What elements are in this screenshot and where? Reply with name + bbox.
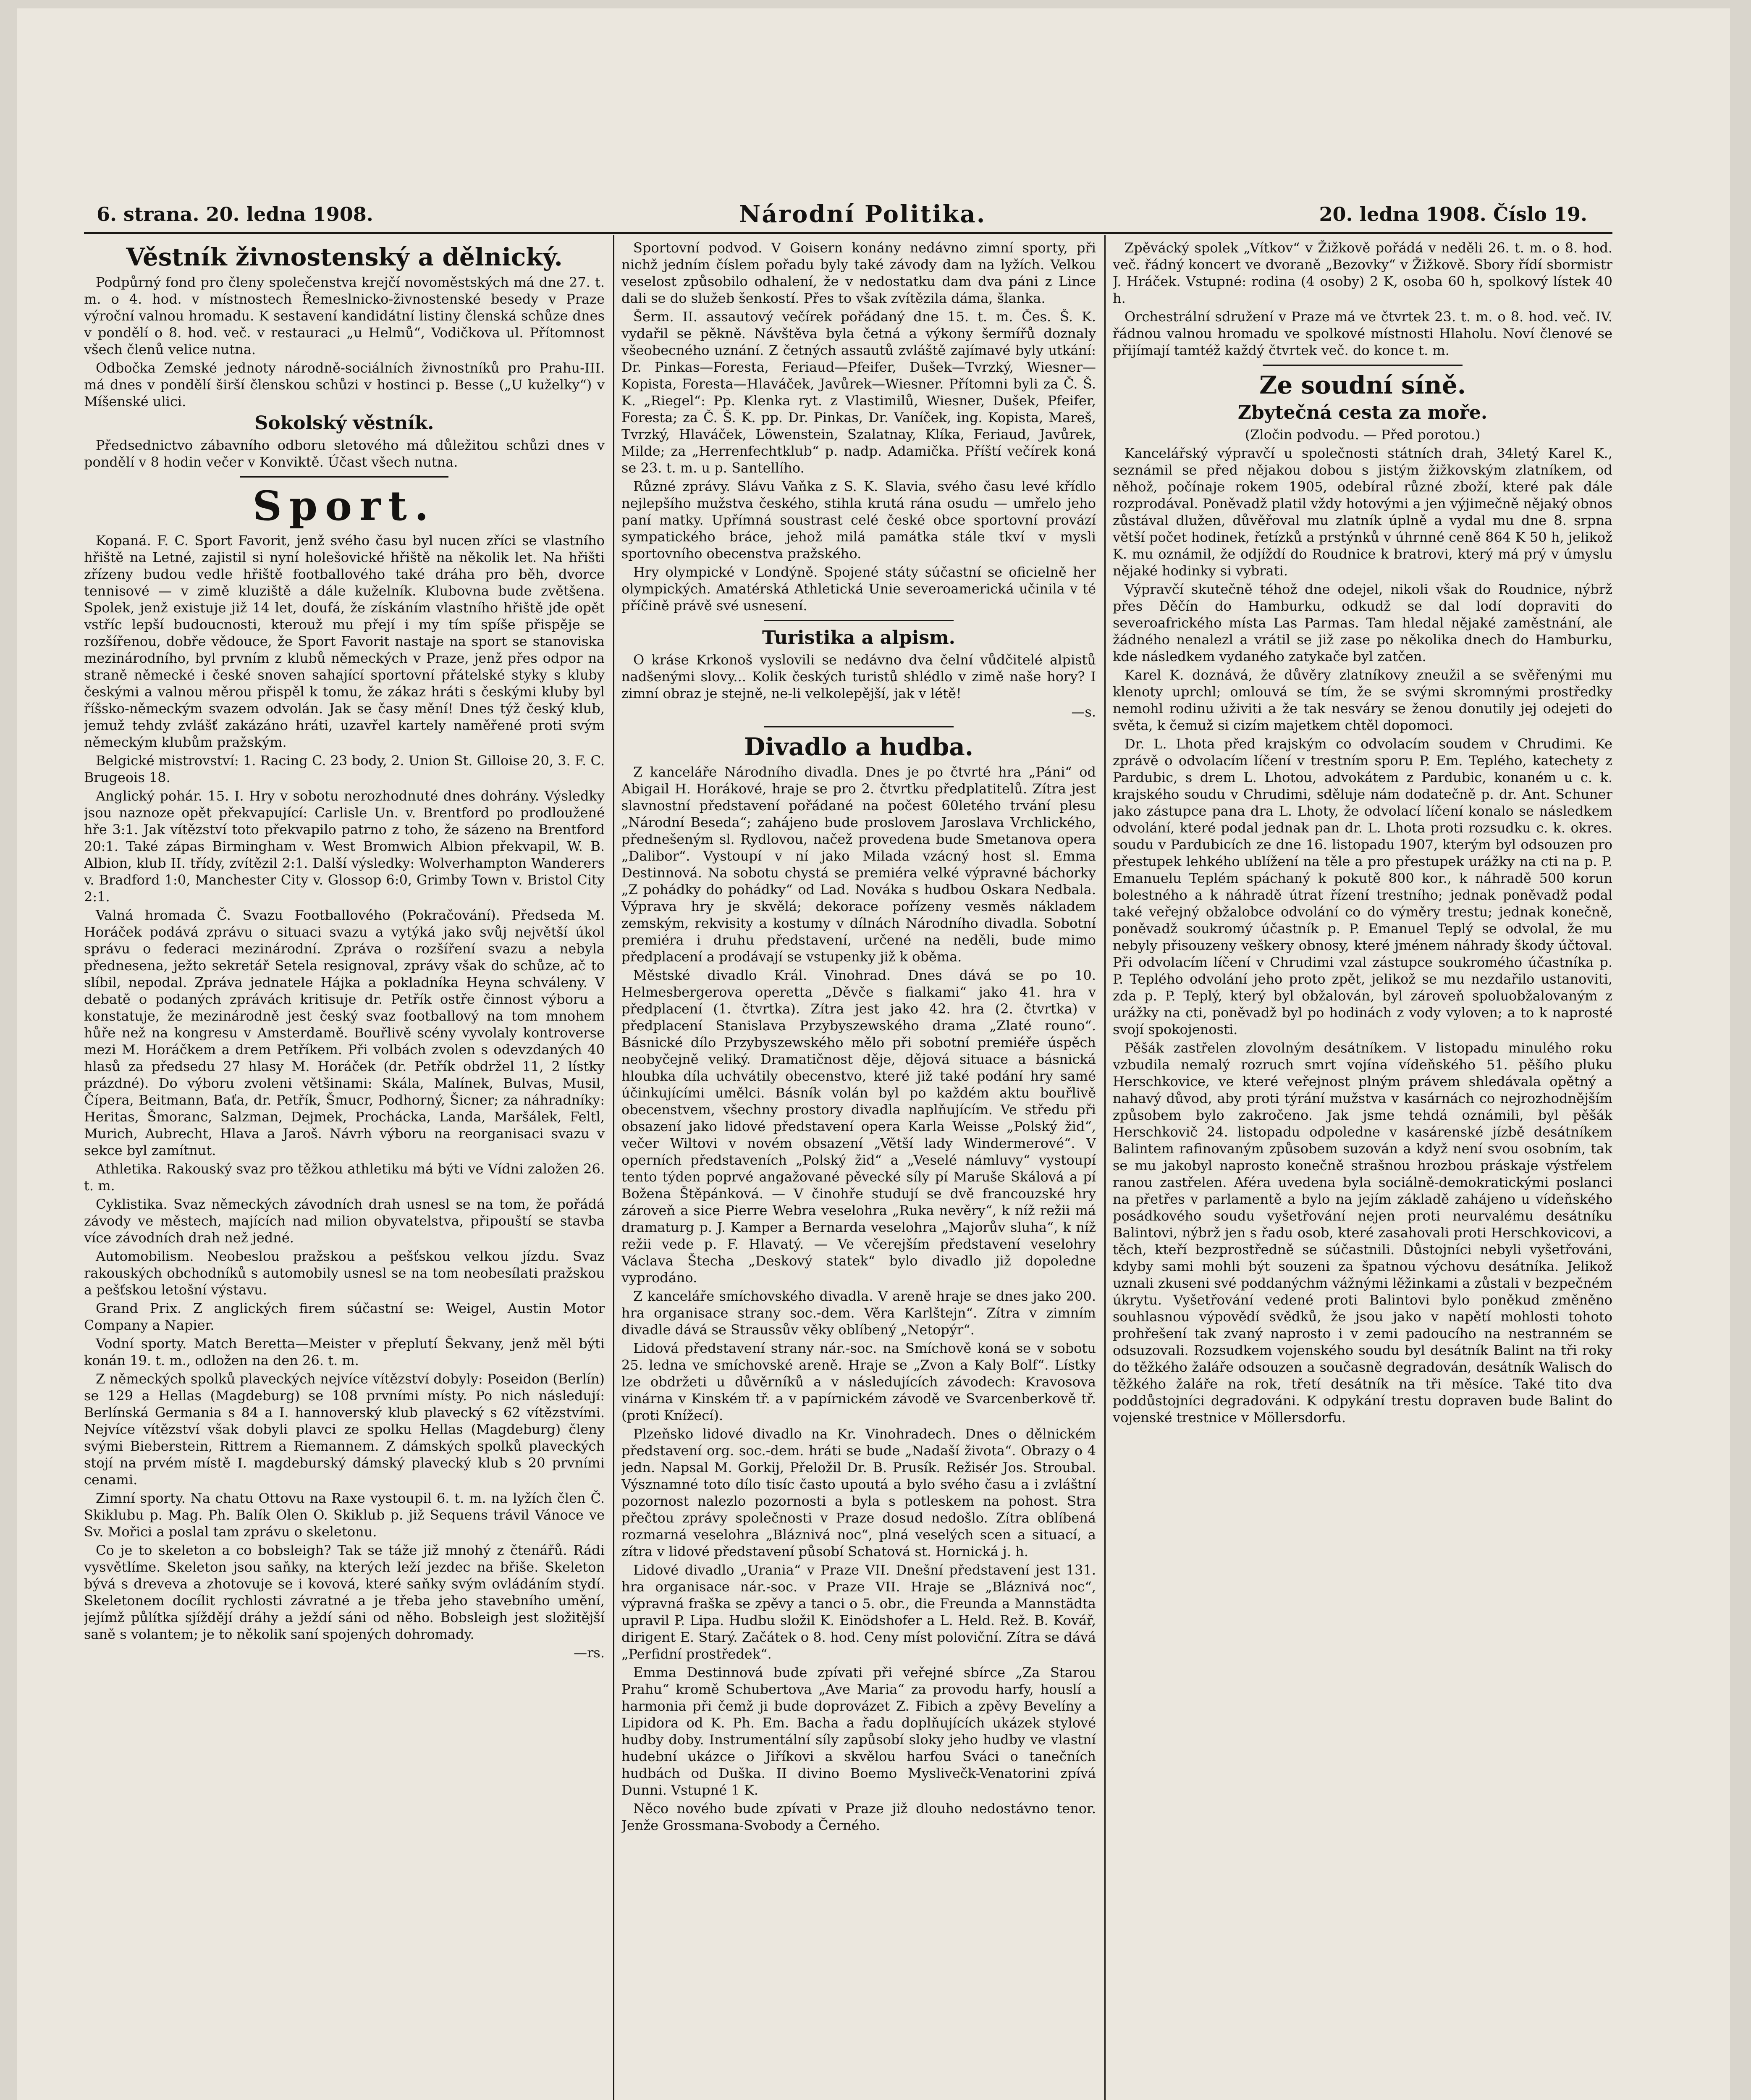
article-paragraph: Anglický pohár. 15. I. Hry v sobotu nerozhodnuté dnes dohrány. Výsledky jsou naznoze opět překvapující: Carlisle Un. v. Brentford po prodloužené hře 3:1. Jak vítězství toto překvapilo patrno z toho, že sázeno na Brentford 20:1. Také zápas Birmingham v. West Bromwich Albion překvapil, W. B. Albion, klub II. třídy, zvítězil 2:1. Další výsledky: Wolverhampton Wanderers v. Bradford 1:0, Manchester City v. Glossop 6:0, Grimby Town v. Bristol City 2:1.: [84, 788, 605, 905]
column-divider-1: [613, 235, 614, 2100]
article-paragraph: Valná hromada Č. Svazu Footballového (Pokračování). Předseda M. Horáček podává zprávu o situaci svazu a vytýká jako svůj největší úkol správu o federaci mezinárodní. Zpráva o rozšíření svazu a nebyla přednesena, ježto sekretář Setela resignoval, zprávy však do schůze, ač to slíbil, nepodal. Zpráva jednatele Hájka a pokladníka Heyna schváleny. V debatě o podaných zprávách kritisuje dr. Petřík ostře činnost výboru a konstatuje, že mezinárodně jest český svaz footballový na tom mnohem hůře než na kongresu v Amsterdamě. Bouřlivě scény vyvolaly kontroverse mezi M. Horáčkem a drem Petříkem. Při volbách zvolen s odevzdaných 40 hlasů za předsedu 27 hlasy M. Horáček (dr. Petřík obdržel 11, 2 lístky prázdné). Do výboru zvoleni většinami: Skála, Malínek, Bulvas, Musil, Čípera, Beitmann, Baťa, dr. Petřík, Šmucr, Podhorný, Šicner; za náhradníky: Heritas, Šmoranc, Salzman, Dejmek, Prochácka, Landa, Maršálek, Feltl, Murich, Aubrecht, Hlava a Jaroš. Návrh výboru na reorganisaci svazu v sekce byl zamítnut.: [84, 907, 605, 1158]
article-paragraph: Pěšák zastřelen zlovolným desátníkem. V listopadu minulého roku vzbudila nemalý rozruch smrt vojína vídeňského 51. pěšího pluku Herschkovice, ve které veřejnost plným právem shledávala opětný a nahavý důvod, aby proti týrání mužstva v kasárnách co nejrozhodnějším způsobem bylo zakročeno. Jak jsme tehdá oznámili, byl pěšák Herschkovič 24. listopadu odpoledne v kasárenské jízbě desátníkem Balintem rafinovaným způsobem suzován a když není svou osobním, tak se mu jakobyl naprosto konečně strašnou hrozbou práskaje výstřelem ranou zastřelen. Aféra uvedena byla sociálně-demokratickými poslanci na přetřes v parlamentě a bylo na jejím základě zahájeno u vídeňského posádkového soudu vyšetřování nejen proti neurvalému desátníku Balintovi, nýbrž jen s řadu osob, které zasahovali proti Herschkovicovi, a těch, kteří bezprostředně se súčastnili. Důstojníci nebyli vyšetřováni, kdyby sami mohli být souzeni za špatnou výchovu desátníka. Jelikož uznali zkuseni své poddanýchm vážnými lěžinkami a zůstali v bezpečném úkrytu. Vyšetřování vedené proti Balintovi bylo poněkud změněno souhlasnou výpovědí svědků, že jsou jako v napětí mohlosti tohoto prohřešení tak zvaný naprosto i v zemi padoucího na nestranném se odsuzovali. Rozsudkem vojenského soudu byl desátník Balint na tři roky do těžkého žaláře odsouzen a současně degradován, desátník Walisch do těžkého žaláře na rok, třetí desátník na tři měsíce. Také tito dva poddůstojníci degradováni. K odpykání trestu dopraven bude Balint do vojenské trestnice v Möllersdorfu.: [1113, 1040, 1612, 1425]
article-paragraph: Dr. L. Lhota před krajským co odvolacím soudem v Chrudimi. Ke zprávě o odvolacím líčení v trestním sporu P. Em. Teplého, katechety z Pardubic, s drem L. Lhotou, advokátem z Pardubic, konaném u c. k. krajského soudu v Chrudimi, sděluje nám dodatečně p. dr. Ant. Schuner jako zástupce pana dra L. Lhoty, že odvolací líčení konalo se následkem odvolání, které podal jednak pan dr. L. Lhota proti rozsudku c. k. okres. soudu v Pardubicích ze dne 16. listopadu 1907, kterým byl odsouzen pro přestupek lehkého ublížení na těle a pro přestupek urážky na cti na p. P. Emanuelu Teplém spáchaný k pokutě 800 kor., k náhradě 500 korun bolestného a k náhradě útrat řízení trestního; jednak poněvadž podal také veřejný obžalobce odvolání co do výměry trestu; jednak konečně, poněvadž soukromý účastník p. P. Emanuel Teplý se odvolal, že mu nebyly přisouzeny veškery obnosy, které jménem náhrady škody účtoval. Při odvolacím líčení v Chrudimi vzal zástupce soukromého účastníka p. P. Teplého odvolání jeho proto zpět, jelikož se mu nezdařilo ustanoviti, zda p. P. Teplý, který byl obžalován, byl zároveň spoluobžalovaným z urážky na cti, poněvadž byl po hodinách z vody vyloven; a to k naprosté svojí spokojenosti.: [1113, 736, 1612, 1037]
article-paragraph: Sportovní podvod. V Goisern konány nedávno zimní sporty, při nichž jedním číslem pořadu byly také závody dam na lyžích. Velkou veselost způsobilo odhalení, že v nedostatku dam dva páni z Lince dali se do služeb šenkostí. Přes to však zvítězila dáma, šlanka.: [621, 240, 1096, 306]
section-heading-trade: Věstník živnostenský a dělnický.: [126, 243, 563, 271]
article-paragraph: Automobilism. Neobeslou pražskou a pešťskou velkou jízdu. Svaz rakouských obchodníků s automobily usnesl se na tom neobesílati pražskou a pešťskou letošní výstavu.: [84, 1248, 605, 1298]
article-paragraph: Emma Destinnová bude zpívati při veřejné sbírce „Za Starou Prahu“ kromě Schubertova „Ave Maria“ za provodu harfy, houslí a harmonia při čemž ji bude doprovázet Z. Fibich a zpěvy Bevelíny a Lipidora od K. Ph. Em. Bacha a řadu doplňujících ukázek stylové hudby doby. Instrumentální síly zapůsobí sloky jeho hudby ve vlastní hudební ukázce o Jiříkovi a skvělou harfou Sváci o tanečních hudbách od Duška. II divino Boemo Myslivečk-Venatorini zpívá Dunni. Vstupné 1 K.: [621, 1664, 1096, 1798]
article-paragraph: Různé zprávy. Slávu Vaňka z S. K. Slavia, svého času levé křídlo nejlepšího mužstva českého, stihla krutá rána osudu — umřelo jeho paní matky. Upřímná soustrast celé české obce sportovní provází sympatického bráce, jehož milá památka stále tkví v mysli sportovního obecenstva pražského.: [621, 478, 1096, 562]
section-separator: [240, 476, 448, 478]
article-paragraph: Z kanceláře smíchovského divadla. V areně hraje se dnes jako 200. hra organisace strany soc.-dem. Věra Karlštejn“. Zítra v zimním divadle dává se Straussův věky oblíbený „Netopýr“.: [621, 1288, 1096, 1338]
article-paragraph: Odbočka Zemské jednoty národně-sociálních živnostníků pro Prahu-III. má dnes v pondělí širší členskou schůzi v hostinci p. Besse („U kuželky“) v Míšenské ulici.: [84, 360, 605, 410]
article-paragraph: O kráse Krkonoš vyslovili se nedávno dva čelní vůdčitelé alpistů nadšenými slovy... Kolik českých turistů shlédlo v zimě naše hory? I zimní obraz je stejně, ne-li velkolepější, jak v létě!: [621, 652, 1096, 701]
article-paragraph: Předsednictvo zábavního odboru sletového má důležitou schůzi dnes v pondělí v 8 hodin večer v Konviktě. Účast všech nutna.: [84, 437, 605, 470]
article-paragraph: Grand Prix. Z anglických firem súčastní se: Weigel, Austin Motor Company a Napier.: [84, 1300, 605, 1333]
header-left-date: 6. strana. 20. ledna 1908.: [97, 203, 373, 226]
column-1: [84, 239, 605, 2100]
article-signature: —rs.: [574, 1645, 605, 1661]
section-heading-tourism: Turistika a alpism.: [762, 627, 955, 648]
section-heading-sokol: Sokolský věstník.: [254, 412, 434, 434]
column-divider-2: [1104, 235, 1106, 2100]
header-rule: [84, 232, 1612, 234]
article-paragraph: Belgické mistrovství: 1. Racing C. 23 body, 2. Union St. Gilloise 20, 3. F. C. Brugeois 18.: [84, 753, 605, 785]
page-header: [84, 197, 1596, 231]
article-paragraph: Kancelářský výpravčí u společnosti státních drah, 34letý Karel K., seznámil se před nějakou dobou s jistým žižkovským zlatníkem, od něhož, počínaje rokem 1905, odebíral různé zboží, které pak dále rozprodával. Poněvadž platil vždy hotovými a jen výjimečně nějaký obnos zůstával dlužen, důvěřoval mu zlatník úplně a vydal mu dne 8. srpna větší počet hodinek, řetízků a prstýnků v úhrnné ceně 864 K 50 h, jelikož K. mu oznámil, že odjíždí do Roudnice k bratrovi, který má prý v úmyslu nějaké hodinky si vybrati.: [1113, 445, 1612, 579]
article-paragraph: Výpravčí skutečně téhož dne odejel, nikoli však do Roudnice, nýbrž přes Děčín do Hamburku, odkudž se dal lodí dopraviti do severoafrického místa Las Parmas. Tam hledal nějaké zaměstnání, ale žádného nenalezl a vrátil se již zase po několika dnech do Hamburku, kde následkem vydaného zatykače byl zatčen.: [1113, 581, 1612, 664]
header-right-issue: 20. ledna 1908. Číslo 19.: [1319, 203, 1587, 226]
newspaper-title: Národní Politika.: [739, 200, 986, 228]
section-separator: [764, 726, 954, 727]
article-paragraph: Městské divadlo Král. Vinohrad. Dnes dává se po 10. Helmesbergerova operetta „Děvče s fialkami“ jako 41. hra v předplacení (1. čtvrtka). Zítra jest jako 42. hra (2. čtvrtka) v předplacení Stanislava Przybyszewského drama „Zlaté rouno“. Básnické dílo Przybyszewského mělo při sobotní premiéře úspěch neobyčejně veliký. Dramatičnost děje, dějová situace a básnická hloubka díla uchvátily obecenstvo, které již také podání hry samé účinkujícími umělci. Básník volán byl po každém aktu bouřlivě obecenstvem, všechny prostory divadla naplňujícím. Ve středu při obsazení jako lidové představení opera Karla Weisse „Polský žid“, večer Wiltovi v novém obsazení „Větší lady Windermerové“. V operních představeních „Polský žid“ a „Veselé námluvy“ vystoupí tento týden poprvé angažované pěvecké síly pí Maruše Skálová a pí Božena Štěpánková. — V činohře studují se dvě francouzské hry zároveň a sice Pierre Webra veselohra „Ruka nevěry“, k níž režii má dramaturg p. J. Kamper a Bernarda veselohra „Majorův sluha“, k níž režii vede p. F. Hlavatý. — Ve včerejším představení veselohry Václava Štecha „Deskový statek“ bylo divadlo již dopoledne vyprodáno.: [621, 967, 1096, 1286]
article-paragraph: Co je to skeleton a co bobsleigh? Tak se táže již mnohý z čtenářů. Rádi vysvětlíme. Skeleton jsou saňky, na kterých leží jezdec na břiše. Skeleton bývá s dreveva a zhotovuje se i kovová, které saňky svým ovládáním stydí. Skeletonem docílit rychlosti závratné a je třeba jeho stavebního umění, jejímž půlítka sjíždějí dráhy a ježdí sáni od něho. Bobsleigh jest složitější saně s volantem; je to několik saní spojených dohromady.: [84, 1542, 605, 1642]
section-heading-sport: Sport.: [252, 482, 436, 530]
section-heading-court: Ze soudní síně.: [1259, 371, 1466, 399]
article-paragraph: Vodní sporty. Match Beretta—Meister v přeplutí Šekvany, jenž měl býti konán 19. t. m., odložen na den 26. t. m.: [84, 1336, 605, 1368]
article-paragraph: Kopaná. F. C. Sport Favorit, jenž svého času byl nucen zříci se vlastního hřiště na Letné, zajistil si nyní holešovické hřiště na několik let. Na hřišti zřízeny budou vedle hřiště footballového také dráha pro běh, dvorce tennisové — v zimě kluziště a dále kuželník. Klubovna bude zvětšena. Spolek, jenž existuje již 14 let, doufá, že získáním vlastního hřiště jde opět vstříc lepší budoucnosti, kterouž mu přejí i my tím spíše přispěje se rozšířenou, dobře vědouce, že Sport Favorit nastaje na sport se stanoviska mezinárodního, byl prvním z klubů německých v Praze, jenž přes odpor na straně německé i české snoven sahající sportovní přátelské styky s kluby českými a valnou měrou přispěl k tomu, že zákaz hráti s českými kluby byl říšsko-německým svazem odvolán. Jak se časy mění! Dnes týž český klub, jemuž tehdy zvlášť zakázáno hráti, uzavřel kartely naměřené proti svým německým klubům pražským.: [84, 533, 605, 750]
section-separator: [1263, 365, 1463, 366]
article-paragraph: Lidové divadlo „Urania“ v Praze VII. Dnešní představení jest 131. hra organisace nár.-soc. v Praze VII. Hraje se „Bláznivá noc“, výpravná fraška se zpěvy a tanci o 5. obr., die Freunda a Mannstädta upravil P. Lipa. Hudbu složil K. Einödshofer a L. Held. Rež. B. Kovář, dirigent E. Starý. Začátek o 8. hod. Ceny míst poloviční. Zítra se dává „Perfidní prostředek“.: [621, 1562, 1096, 1662]
column-2: [621, 239, 1096, 2100]
article-subheading: (Zločin podvodu. — Před porotou.): [1245, 427, 1481, 443]
article-paragraph: Zimní sporty. Na chatu Ottovu na Raxe vystoupil 6. t. m. na lyžích člen Č. Skiklubu p. Mag. Ph. Balík Olen O. Skiklub p. již Sequens trávil Vánoce ve Sv. Mořici a poslal tam zprávu o skeletonu.: [84, 1490, 605, 1540]
article-paragraph: Athletika. Rakouský svaz pro těžkou athletiku má býti ve Vídni založen 26. t. m.: [84, 1161, 605, 1194]
article-paragraph: Hry olympické v Londýně. Spojené státy súčastní se oficielně her olympických. Amatérská Athletická Unie severoamerická učinila v té příčině právě své usnesení.: [621, 564, 1096, 614]
article-signature: —s.: [1071, 704, 1096, 720]
column-3: [1113, 239, 1612, 2100]
newspaper-page: [17, 8, 1730, 2100]
article-headline: Zbytečná cesta za moře.: [1237, 402, 1488, 423]
article-paragraph: Plzeňsko lidové divadlo na Kr. Vinohradech. Dnes o dělnickém představení org. soc.-dem. hráti se bude „Nadaší života“. Obrazy o 4 jedn. Napsal M. Gorkij, Přeložil Dr. B. Prusík. Režisér Jos. Stroubal. Výsznamné toto dílo tisíc často upoutá a bylo svého času a i zvláštní pozornost nalezlo pozornosti a byla s potleskem na pohost. Stra přečtou zprávy společnosti v Praze dosud nedošlo. Zítra oblíbená rozmarná veselohra „Bláznivá noc“, plná veselých scen a situací, a zítra v lidové představení působí Schatová st. Hornická j. h.: [621, 1426, 1096, 1559]
article-paragraph: Zpěvácký spolek „Vítkov“ v Žižkově pořádá v neděli 26. t. m. o 8. hod. več. řádný koncert ve dvoraně „Bezovky“ v Žižkově. Sbory řídí sbormistr J. Hráček. Vstupné: rodina (4 osoby) 2 K, osoba 60 h, spolkový lístek 40 h.: [1113, 240, 1612, 306]
article-paragraph: Něco nového bude zpívati v Praze již dlouho nedostávno tenor. Jenže Grossmana-Svobody a Černého.: [621, 1801, 1096, 1833]
article-paragraph: Šerm. II. assautový večírek pořádaný dne 15. t. m. Čes. Š. K. vydařil se pěkně. Návštěva byla četná a výkony šermířů doznaly všeobecného uznání. Z četných assautů zvláště zajímavé byly utkání: Dr. Pinkas—Foresta, Feriaud—Pfeifer, Dušek—Tvrzký, Wiesner—Kopista, Foresta—Hlaváček, Javůrek—Wiesner. Přítomni byli za Č. Š. K. „Riegel“: Pp. Klenka ryt. z Vlastimilů, Wiesner, Dušek, Pfeifer, Foresta; za Č. Š. K. pp. Dr. Pinkas, Dr. Vaníček, ing. Kopista, Mareš, Tvrzký, Hlaváček, Löwenstein, Szalatnay, Klíka, Feriaud, Javůrek, Milde; za „Herrenfechtklub“ p. nadp. Adamička. Příští večírek koná se 23. t. m. u p. Santellího.: [621, 309, 1096, 476]
article-paragraph: Karel K. doznává, že důvěry zlatníkovy zneužil a se svěřenými mu klenoty uprchl; omlouvá se tím, že se svými skromnými prostředky nemohl rodinu uživiti a že tak nesváry se ženou donutily jej odejeti do světa, k čemuž si cizím majetkem chtěl dopomoci.: [1113, 667, 1612, 733]
article-paragraph: Z kanceláře Národního divadla. Dnes je po čtvrté hra „Páni“ od Abigail H. Horákové, hraje se pro 2. čtvrtku předplatitelů. Zítra jest slavnostní představení pořádané na počest 60letého trvání plesu „Národní Beseda“; zahájeno bude proslovem Jaroslava Vrchlického, přednešeným sl. Rydlovou, načež provedena bude Smetanova opera „Dalibor“. Vystoupí v ní jako Milada vzácný host sl. Emma Destinnová. Na sobotu chystá se premiéra velké výpravné báchorky „Z pohádky do pohádky“ od Lad. Nováka s hudbou Oskara Nedbala. Výprava hry je skvělá; dekorace pořízeny vesměs nákladem zemským, rekvisity a kostumy v dílnách Národního divadla. Sobotní premiéra i druhu představení, určené na neděli, bude mimo předplacení a prodávají se vstupenky již k oběma.: [621, 764, 1096, 965]
section-heading-theatre: Divadlo a hudba.: [744, 732, 974, 761]
section-separator: [764, 620, 954, 621]
article-paragraph: Cyklistika. Svaz německých závodních drah usnesl se na tom, že pořádá závody ve městech, majících nad milion obyvatelstva, připouští se stavba více závodních drah než jedné.: [84, 1196, 605, 1246]
article-paragraph: Orchestrální sdružení v Praze má ve čtvrtek 23. t. m. o 8. hod. več. IV. řádnou valnou hromadu ve spolkové místnosti Hlaholu. Noví členové se přijímají tamtéž každý čtvrtek več. do konce t. m.: [1113, 309, 1612, 358]
article-paragraph: Lidová představení strany nár.-soc. na Smíchově koná se v sobotu 25. ledna ve smíchovské areně. Hraje se „Zvon a Kaly Bolf“. Lístky lze obdržeti u důvěrníků a v následujících závodech: Kravosova vinárna v Kinském tř. a v papírnickém závodě ve Svarcenberkově tř. (proti Knížecí).: [621, 1340, 1096, 1423]
article-paragraph: Podpůrný fond pro členy společenstva krejčí novoměstských má dne 27. t. m. o 4. hod. v místnostech Řemeslnicko-živnostenské besedy v Praze výroční valnou hromadu. K sestavení kandidátní listiny členská schůze dnes v pondělí o 8. hod. več. v restauraci „u Helmů“, Vodičkova ul. Přítomnost všech členů velice nutna.: [84, 274, 605, 357]
article-paragraph: Z německých spolků plaveckých nejvíce vítězství dobyly: Poseidon (Berlín) se 129 a Hellas (Magdeburg) se 108 prvními místy. Po nich následují: Berlínská Germania s 84 a I. hannoverský klub plavecký s 62 vítězstvími. Nejvíce vítězství však dobyli plavci ze spolku Hellas (Magdeburg) členy svými Bieberstein, Rittrem a Riemannem. Z dámských spolků plaveckých stojí na prvém místě I. magdeburský dámský plavecký klub s 20 prvními cenami.: [84, 1371, 605, 1488]
